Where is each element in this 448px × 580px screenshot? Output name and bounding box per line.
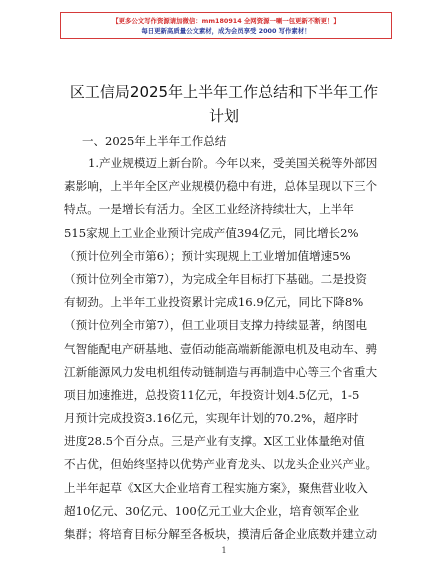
- body-line: （预计位列全市第7），为完成全年目标打下基础。二是投资: [64, 271, 368, 286]
- body-line: 江新能源风力发电机组传动链制造与再制造中心等三个省重大: [64, 364, 378, 379]
- body-line: 集群；将培育目标分解至各板块，摸清后备企业底数并建立动: [64, 527, 378, 541]
- body-line: 素影响，上半年全区产业规模仍稳中有进，总体呈现以下三个: [64, 179, 378, 194]
- body-line: 特点。一是增长有活力。全区工业经济持续壮大，上半年: [64, 202, 354, 217]
- page-number: 1: [221, 546, 227, 555]
- document-title: [40, 80, 408, 128]
- body-line: 项目加速推进，总投资11亿元，年投资计划4.5亿元，1-5: [64, 387, 360, 402]
- body-line: 有韧劲。上半年工业投资累计完成16.9亿元，同比下降8%: [64, 295, 364, 310]
- body-line: 不占优，但始终坚持以优势产业育龙头、以龙头企业兴产业。: [64, 457, 378, 472]
- body-line: 气智能配电产研基地、壹佰动能高端新能源电机及电动车、骋: [64, 341, 378, 356]
- body-line: 上半年起草《X区大企业培育工程实施方案》，聚焦营业收入: [64, 480, 368, 495]
- body-line: （预计位列全市第6）；预计实现规上工业增加值增速5%: [64, 248, 351, 263]
- body-line: 1.产业规模迈上新台阶。今年以来，受美国关税等外部因: [88, 156, 378, 170]
- body-line: 月预计完成投资3.16亿元，实现年计划的70.2%，超序时: [64, 411, 359, 426]
- body-line: （预计位列全市第7），但工业项目支撑力持续显著，纳图电: [64, 318, 368, 333]
- body-line: 进度28.5个百分点。三是产业有支撑。X区工业体量绝对值: [64, 434, 365, 449]
- body-line: 超10亿元、30亿元、100亿元工业大企业，培育领军企业: [64, 503, 360, 518]
- title-line-2: 计划: [208, 107, 239, 125]
- body-line: 515家规上工业企业预计完成产值394亿元，同比增长2%: [64, 225, 359, 240]
- title-line-1: 区工信局2025年上半年工作总结和下半年工作: [69, 83, 379, 101]
- promo-line-1: 【更多公文写作资源请加微信：mm180914 全网资源一喇一包更新不断更！】: [112, 17, 340, 25]
- section-heading: 一、2025年上半年工作总结: [82, 134, 227, 148]
- promo-banner: [60, 12, 392, 39]
- promo-line-2: 每日更新高质量公文素材，成为会员享受 2000 写作素材！: [141, 27, 311, 35]
- body-text: [64, 152, 398, 546]
